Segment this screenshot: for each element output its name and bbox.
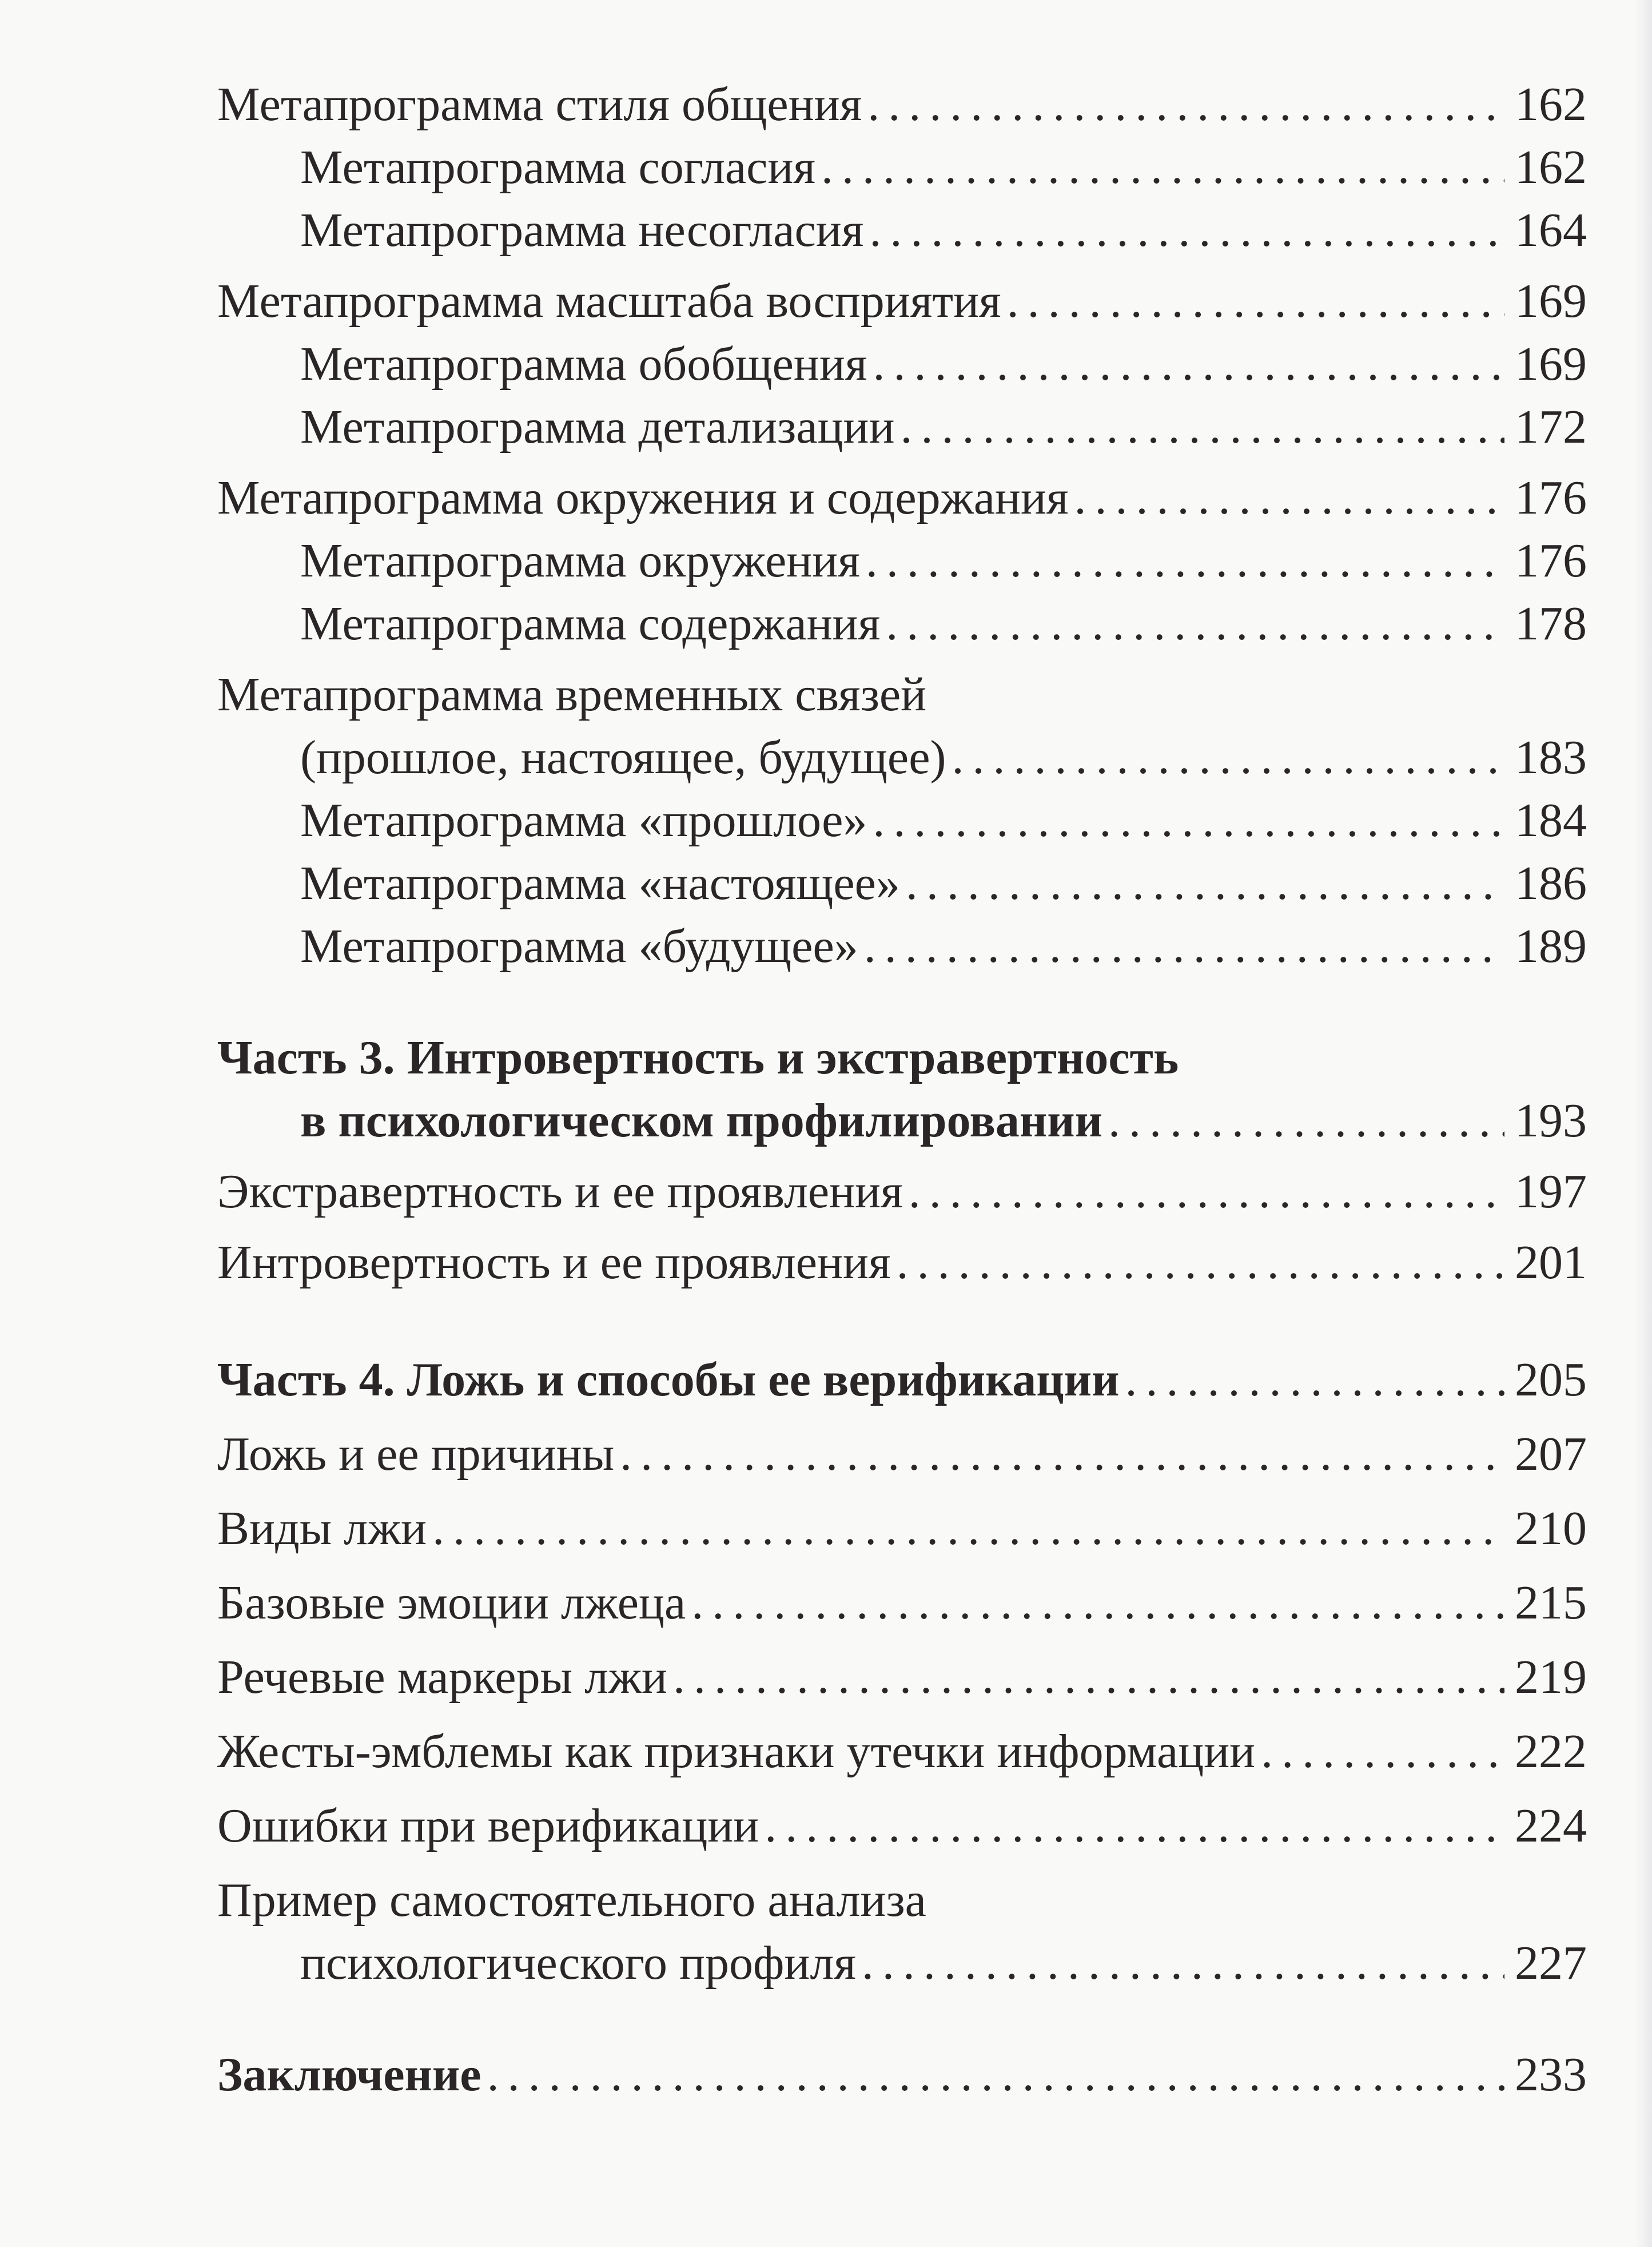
dot-leader [866, 530, 1504, 592]
toc-page-number: 178 [1515, 597, 1587, 650]
dot-leader [909, 1160, 1504, 1223]
toc-entry-line [217, 1646, 1587, 1709]
page-edge-shadow [1635, 0, 1652, 2247]
toc-entry-title: Заключение [217, 2048, 481, 2101]
dot-leader [873, 333, 1504, 396]
toc-entry-line [217, 852, 1587, 915]
dot-leader [691, 1572, 1504, 1634]
toc-page-number: 224 [1515, 1799, 1587, 1852]
toc-entry-line [217, 333, 1587, 396]
toc-entry-line [217, 2043, 1587, 2106]
toc-entry-title: Интровертность и ее проявления [217, 1236, 891, 1289]
toc-page-number: 176 [1515, 534, 1587, 587]
dot-leader [873, 789, 1504, 852]
toc-entry-title: Виды лжи [217, 1502, 427, 1555]
dot-leader [765, 1795, 1504, 1858]
toc-entry-line [217, 1160, 1587, 1223]
toc-entry-line [217, 1795, 1587, 1858]
toc-entry [217, 73, 1587, 136]
toc-entry-title: Жесты-эмблемы как признаки утечки информации [217, 1725, 1256, 1778]
toc-entry-line [217, 789, 1587, 852]
toc-entry-title: Метапрограмма обобщения [300, 337, 867, 391]
dot-leader [821, 136, 1504, 199]
toc-entry [217, 592, 1587, 655]
dot-leader [952, 726, 1504, 789]
toc-page-number: 186 [1515, 857, 1587, 910]
dot-leader [906, 852, 1504, 915]
toc-entry-title: Часть 4. Ложь и способы ее верификации [217, 1353, 1120, 1406]
dot-leader [432, 1497, 1504, 1560]
toc-entry-line [217, 592, 1587, 655]
toc-entry-line [217, 1231, 1587, 1294]
toc-entry [217, 915, 1587, 978]
toc-entry-line [217, 663, 1587, 726]
dot-leader [1074, 467, 1504, 530]
toc-page-number: 205 [1515, 1353, 1587, 1406]
toc-entry [217, 1497, 1587, 1560]
toc-entry-title: Пример самостоятельного анализа [217, 1874, 926, 1927]
dot-leader [867, 73, 1504, 136]
toc-entry [217, 333, 1587, 396]
dot-leader [900, 396, 1504, 459]
toc-entry [217, 789, 1587, 852]
toc-page-number: 201 [1515, 1236, 1587, 1289]
toc-page-number: 176 [1515, 471, 1587, 524]
toc-entry-title: Ложь и ее причины [217, 1427, 615, 1481]
toc-entry-line [217, 1349, 1587, 1411]
toc-page-number: 210 [1515, 1502, 1587, 1555]
toc-entry-title: Метапрограмма содержания [300, 597, 881, 650]
toc-entry [217, 1231, 1587, 1294]
toc-entry-title: (прошлое, настоящее, будущее) [300, 731, 946, 784]
toc-entry-title: психологического профиля [300, 1936, 856, 1990]
toc-entry [217, 663, 1587, 789]
toc-entry [217, 1160, 1587, 1223]
toc-entry-title: Метапрограмма несогласия [300, 204, 864, 257]
toc-page-number: 219 [1515, 1651, 1587, 1704]
toc-entry-line [217, 270, 1587, 333]
toc-page-number: 164 [1515, 204, 1587, 257]
toc-entry [217, 1795, 1587, 1858]
toc-entry [217, 1720, 1587, 1783]
toc-entry [217, 1646, 1587, 1709]
toc-entry [217, 852, 1587, 915]
toc-entry [217, 1027, 1587, 1152]
toc-entry-line [217, 1932, 1587, 1995]
toc-entry-title: Метапрограмма временных связей [217, 668, 927, 721]
toc-entry-line [217, 467, 1587, 530]
toc-entry [217, 1572, 1587, 1634]
toc-entry [217, 1423, 1587, 1486]
dot-leader [1108, 1089, 1504, 1152]
toc-entry-line [217, 199, 1587, 262]
toc-page-number: 162 [1515, 78, 1587, 131]
toc-entry-title: Экстравертность и ее проявления [217, 1165, 903, 1218]
toc-entry-line [217, 1423, 1587, 1486]
toc-page-number: 233 [1515, 2048, 1587, 2101]
toc-entry-title: Метапрограмма «настоящее» [300, 857, 900, 910]
toc-entry-title: Часть 3. Интровертность и экстравертность [217, 1031, 1179, 1084]
toc-page-number: 189 [1515, 920, 1587, 973]
toc-entry-title: Базовые эмоции лжеца [217, 1576, 686, 1629]
toc-page-number: 197 [1515, 1165, 1587, 1218]
toc-entry-line [217, 396, 1587, 459]
toc-entry-title: Метапрограмма «будущее» [300, 920, 858, 973]
table-of-contents [217, 73, 1587, 2106]
dot-leader [487, 2043, 1504, 2106]
toc-entry-line [217, 136, 1587, 199]
toc-entry-line [217, 915, 1587, 978]
toc-entry [217, 396, 1587, 459]
toc-entry [217, 270, 1587, 333]
toc-page-number: 183 [1515, 731, 1587, 784]
toc-entry-title: в психологическом профилировании [300, 1094, 1103, 1147]
toc-entry-title: Ошибки при верификации [217, 1799, 759, 1852]
dot-leader [897, 1231, 1504, 1294]
toc-entry-title: Метапрограмма «прошлое» [300, 794, 867, 847]
toc-page-number: 207 [1515, 1427, 1587, 1481]
toc-entry-line [217, 1720, 1587, 1783]
toc-entry-title: Метапрограмма согласия [300, 141, 816, 194]
toc-entry [217, 2043, 1587, 2106]
toc-page-number: 162 [1515, 141, 1587, 194]
toc-entry-line [217, 1089, 1587, 1152]
toc-entry-line [217, 530, 1587, 592]
dot-leader [1007, 270, 1504, 333]
toc-entry-line [217, 1572, 1587, 1634]
toc-entry [217, 136, 1587, 199]
toc-page-number: 172 [1515, 400, 1587, 454]
dot-leader [673, 1646, 1504, 1709]
toc-page-number: 215 [1515, 1576, 1587, 1629]
toc-entry-title: Речевые маркеры лжи [217, 1651, 667, 1704]
toc-entry [217, 199, 1587, 262]
toc-page-number: 227 [1515, 1936, 1587, 1990]
toc-entry-line [217, 726, 1587, 789]
toc-entry [217, 1869, 1587, 1995]
toc-entry-title: Метапрограмма детализации [300, 400, 895, 454]
toc-entry-line [217, 1869, 1587, 1932]
dot-leader [1261, 1720, 1504, 1783]
toc-page-number: 169 [1515, 337, 1587, 391]
dot-leader [886, 592, 1504, 655]
toc-page-number: 184 [1515, 794, 1587, 847]
toc-entry-line [217, 73, 1587, 136]
toc-entry-line [217, 1027, 1587, 1089]
dot-leader [862, 1932, 1504, 1995]
toc-entry-title: Метапрограмма окружения [300, 534, 860, 587]
dot-leader [1125, 1349, 1504, 1411]
toc-entry-title: Метапрограмма стиля общения [217, 78, 862, 131]
dot-leader [869, 199, 1504, 262]
toc-entry [217, 1349, 1587, 1411]
toc-entry-title: Метапрограмма масштаба восприятия [217, 275, 1001, 328]
dot-leader [864, 915, 1504, 978]
toc-entry-line [217, 1497, 1587, 1560]
toc-entry-title: Метапрограмма окружения и содержания [217, 471, 1069, 524]
toc-entry [217, 530, 1587, 592]
dot-leader [620, 1423, 1504, 1486]
toc-page-number: 193 [1515, 1094, 1587, 1147]
toc-page-number: 222 [1515, 1725, 1587, 1778]
toc-entry [217, 467, 1587, 530]
toc-page-number: 169 [1515, 275, 1587, 328]
